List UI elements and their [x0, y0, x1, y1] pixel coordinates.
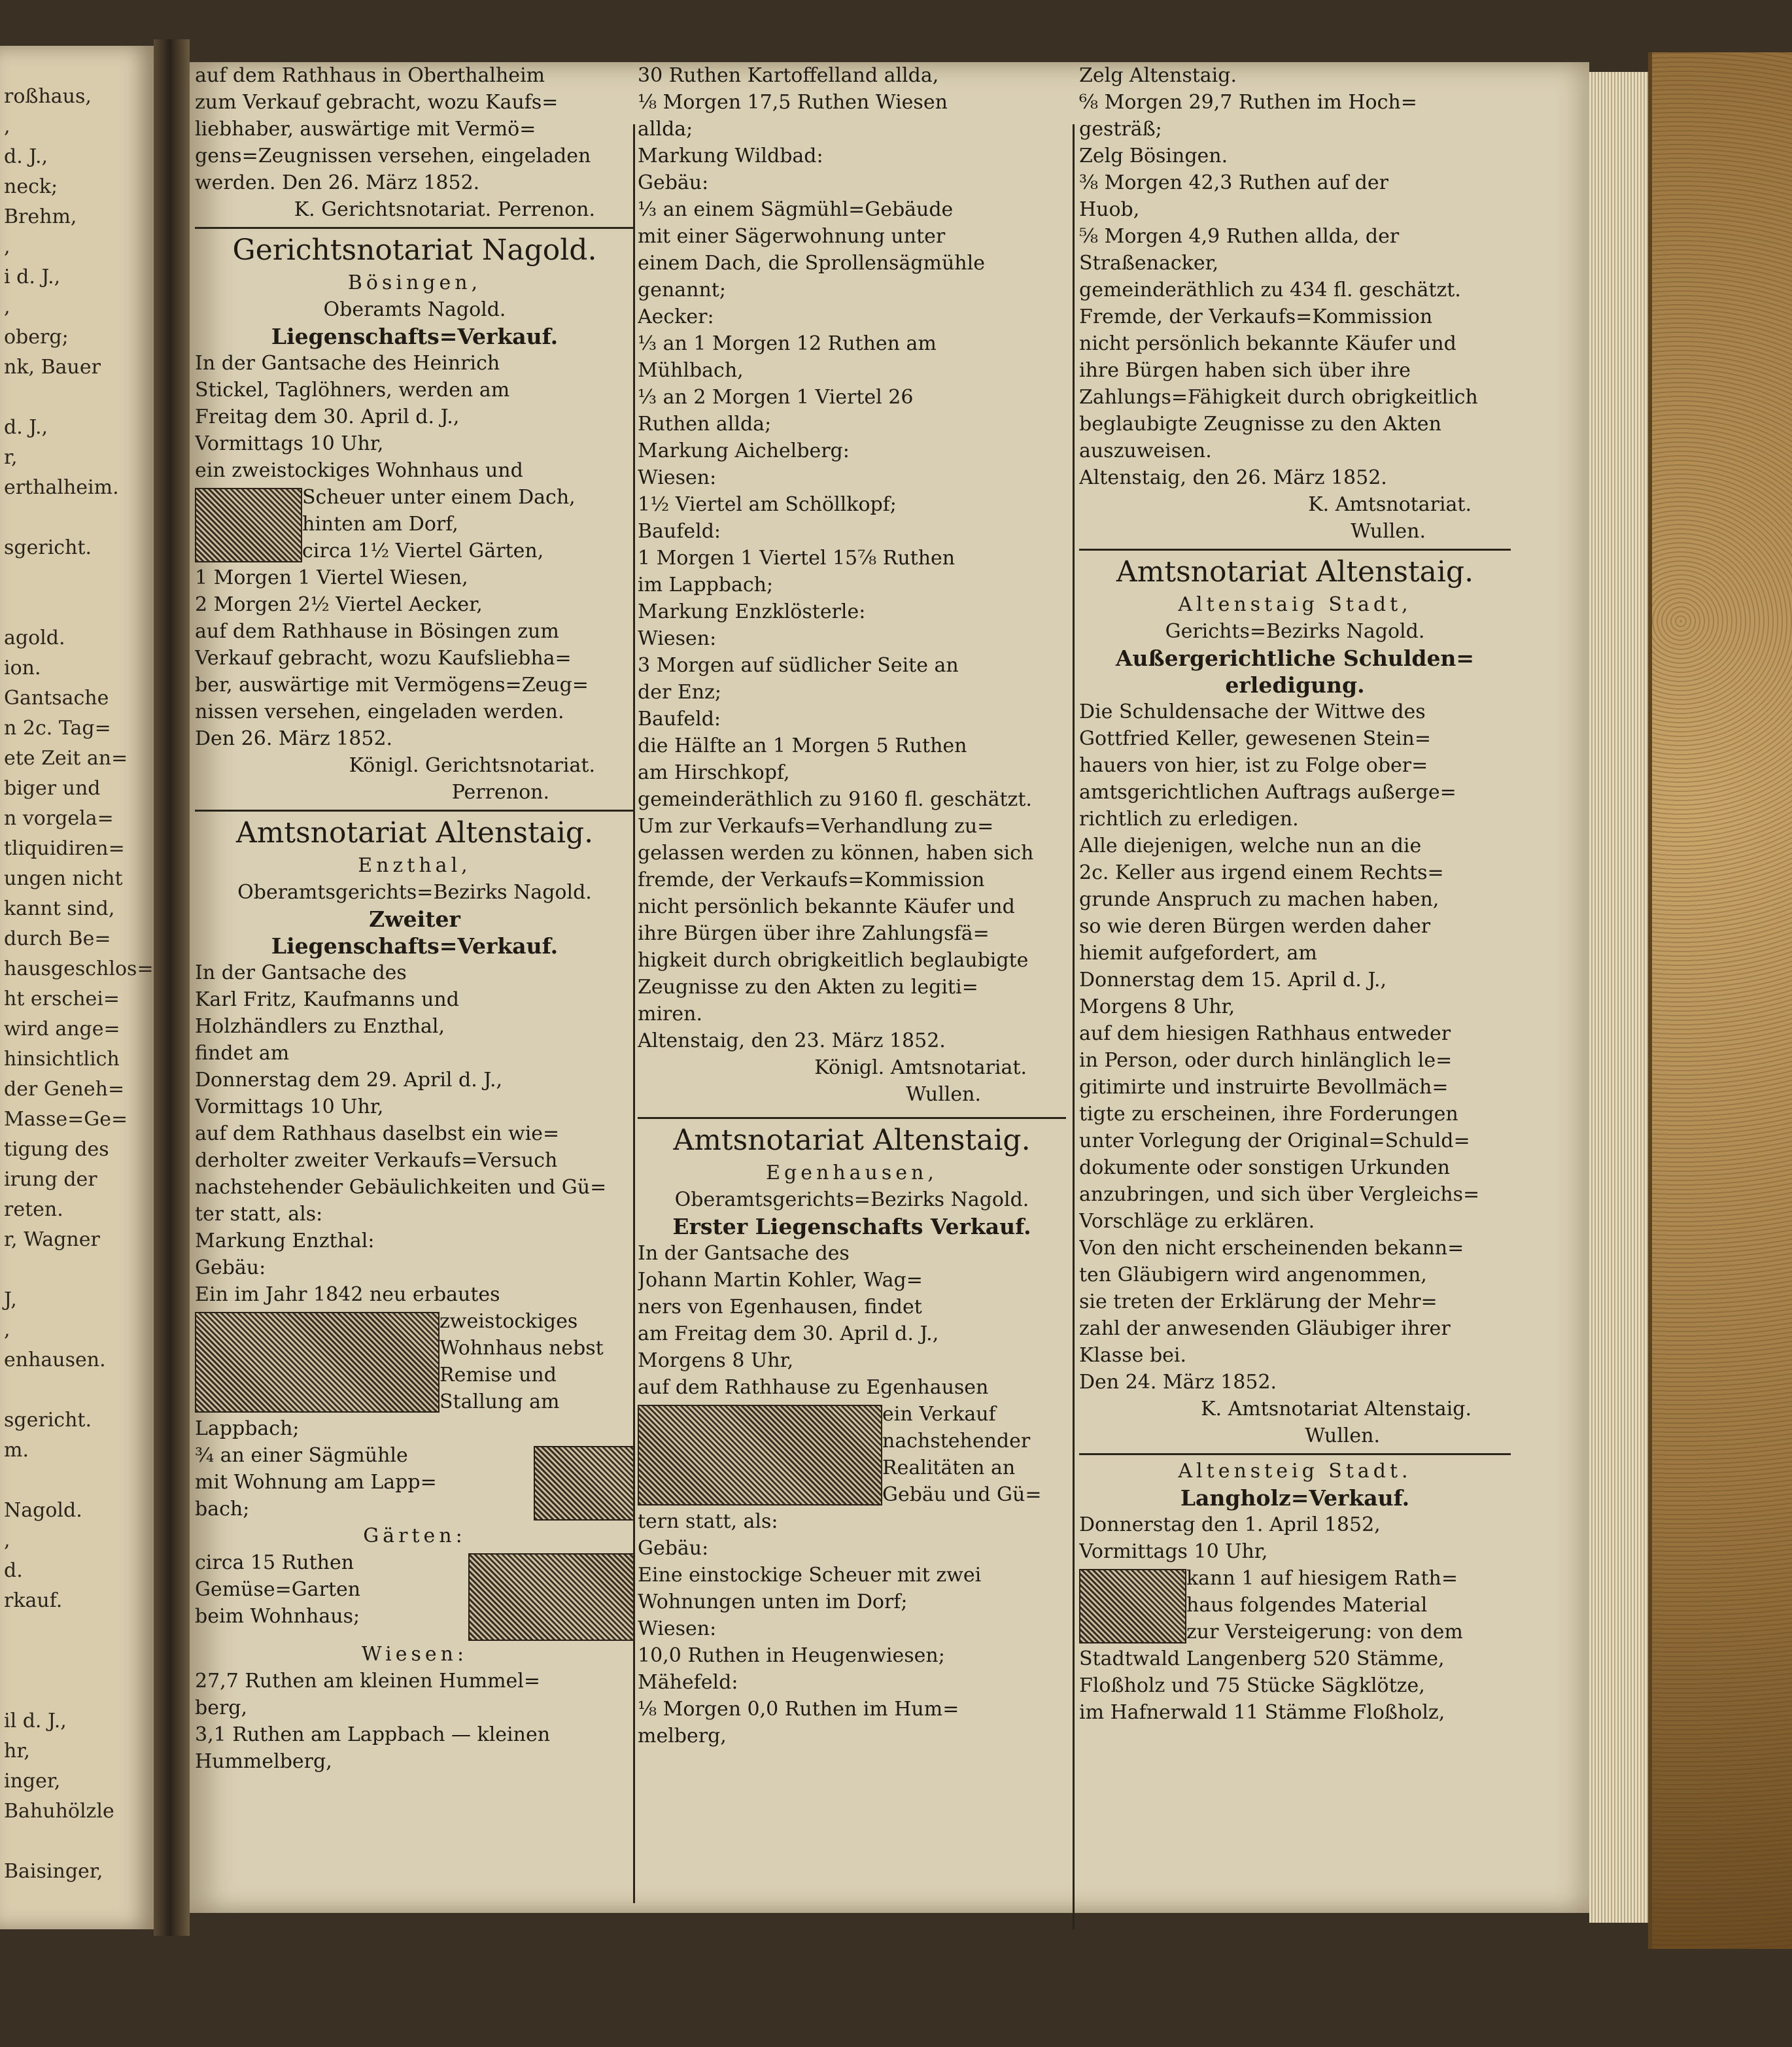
left-page-text-fragment: ,: [4, 1318, 10, 1341]
text-line: Gebäu und Gü=: [882, 1483, 1042, 1506]
text-line: Zelg Altenstaig.: [1079, 64, 1237, 87]
notice-signature: Königl. Gerichtsnotariat.: [349, 754, 595, 777]
section-label: Wiesen:: [361, 1643, 468, 1666]
notice-title: Außergerichtliche Schulden=: [1115, 645, 1475, 671]
text-line: so wie deren Bürgen werden daher: [1079, 915, 1431, 938]
text-line: Verkauf gebracht, wozu Kaufsliebha=: [195, 647, 572, 670]
left-page-text-fragment: enhausen.: [4, 1349, 106, 1371]
text-line: Stallung am: [439, 1390, 560, 1413]
text-line: Donnerstag den 1. April 1852,: [1079, 1513, 1381, 1536]
left-page-text-fragment: d. J.,: [4, 145, 48, 168]
text-line: Zeugnisse zu den Akten zu legiti=: [638, 976, 978, 999]
left-page-text-fragment: Masse=Ge=: [4, 1108, 128, 1131]
left-page-text-fragment: roßhaus,: [4, 85, 92, 108]
text-line: 1 Morgen 1 Viertel 15⅞ Ruthen: [638, 547, 956, 570]
text-line: ber, auswärtige mit Vermögens=Zeug=: [195, 674, 589, 697]
notice-heading: Amtsnotariat Altenstaig.: [1116, 555, 1474, 589]
text-line: nachstehender Gebäulichkeiten und Gü=: [195, 1176, 607, 1199]
text-line: Den 26. März 1852.: [195, 727, 393, 750]
text-line: Klasse bei.: [1079, 1344, 1187, 1367]
text-line: dokumente oder sonstigen Urkunden: [1079, 1156, 1450, 1179]
left-page-text-fragment: tliquidiren=: [4, 837, 125, 860]
left-page-text-fragment: hinsichtlich: [4, 1048, 120, 1071]
text-line: Morgens 8 Uhr,: [638, 1349, 794, 1372]
text-line: 10,0 Ruthen in Heugenwiesen;: [638, 1644, 945, 1667]
left-page-text-fragment: hr,: [4, 1740, 30, 1763]
text-line: nicht persönlich bekannte Käufer und: [1079, 332, 1456, 355]
notice-heading: Amtsnotariat Altenstaig.: [235, 816, 594, 850]
notice-heading: Amtsnotariat Altenstaig.: [673, 1124, 1031, 1157]
left-page-text-fragment: ,: [4, 235, 10, 258]
text-line: circa 15 Ruthen: [195, 1551, 354, 1574]
left-page-text-fragment: der Geneh=: [4, 1078, 125, 1101]
notice-signature: K. Amtsnotariat Altenstaig.: [1201, 1398, 1472, 1420]
left-page-text-fragment: ungen nicht: [4, 867, 123, 890]
text-line: Altenstaig, den 23. März 1852.: [638, 1029, 946, 1052]
left-page-text-fragment: n 2c. Tag=: [4, 717, 111, 740]
notice-place: Altenstaig Stadt,: [1178, 593, 1412, 616]
text-line: gesträß;: [1079, 118, 1162, 141]
text-line: Vormittags 10 Uhr,: [195, 1095, 384, 1118]
notice-signature-name: Wullen.: [906, 1083, 981, 1106]
text-line: miren.: [638, 1003, 702, 1025]
left-page-text-fragment: Nagold.: [4, 1499, 82, 1522]
text-line: Stadtwald Langenberg 520 Stämme,: [1079, 1647, 1445, 1670]
text-line: tigte zu erscheinen, ihre Forderungen: [1079, 1103, 1458, 1126]
text-line: mit einer Sägerwohnung unter: [638, 225, 946, 248]
notice-title: erledigung.: [1225, 672, 1365, 698]
left-page-text-fragment: erthalheim.: [4, 476, 119, 499]
text-line: gemeinderäthlich zu 9160 fl. geschätzt.: [638, 788, 1032, 811]
text-line: 2 Morgen 2½ Viertel Aecker,: [195, 593, 483, 616]
text-line: ⅛ Morgen 0,0 Ruthen im Hum=: [638, 1698, 959, 1721]
text-line: ⅓ an einem Sägmühl=Gebäude: [638, 198, 954, 221]
left-page-text-fragment: wird ange=: [4, 1018, 120, 1041]
text-line: im Hafnerwald 11 Stämme Floßholz,: [1079, 1701, 1445, 1724]
text-line: Vormittags 10 Uhr,: [195, 432, 384, 455]
text-line: Baufeld:: [638, 520, 721, 543]
text-line: Gemüse=Garten: [195, 1578, 361, 1601]
text-line: hauers von hier, ist zu Folge ober=: [1079, 754, 1428, 777]
text-line: Stickel, Taglöhners, werden am: [195, 379, 510, 402]
notice-title: Liegenschafts=Verkauf.: [271, 933, 559, 959]
text-line: Fremde, der Verkaufs=Kommission: [1079, 305, 1433, 328]
notice-title: Langholz=Verkauf.: [1180, 1485, 1410, 1511]
text-line: Remise und: [439, 1364, 557, 1386]
left-page-text-fragment: ,: [4, 115, 10, 138]
text-line: auf dem Rathhaus daselbst ein wie=: [195, 1122, 560, 1145]
text-line: richtlich zu erledigen.: [1079, 808, 1299, 831]
house-woodcut-illustration: [195, 1312, 439, 1413]
text-line: derholter zweiter Verkaufs=Versuch: [195, 1149, 558, 1172]
garden-woodcut-illustration: [468, 1553, 634, 1641]
notice-district: Oberamts Nagold.: [323, 298, 506, 321]
text-line: einem Dach, die Sprollensägmühle: [638, 252, 985, 275]
text-line: auf dem Rathhause zu Egenhausen: [638, 1376, 989, 1399]
section-label: Gärten:: [363, 1524, 466, 1547]
left-page-text-fragment: Gantsache: [4, 687, 109, 710]
notice-place: Bösingen,: [347, 271, 482, 294]
text-line: Donnerstag dem 29. April d. J.,: [195, 1069, 503, 1092]
text-line: ⁶⁄₈ Morgen 29,7 Ruthen im Hoch=: [1079, 91, 1417, 114]
house-woodcut-illustration: [195, 488, 302, 562]
text-line: Baufeld:: [638, 708, 721, 731]
text-line: Von den nicht erscheinenden bekann=: [1079, 1237, 1464, 1260]
text-line: Markung Enzthal:: [195, 1230, 375, 1252]
text-line: auf dem Rathhaus in Oberthalheim: [195, 64, 545, 87]
text-line: gemeinderäthlich zu 434 fl. geschätzt.: [1079, 279, 1461, 301]
text-line: ter statt, als:: [195, 1203, 323, 1226]
text-line: Vorschläge zu erklären.: [1079, 1210, 1315, 1233]
left-page-text-fragment: reten.: [4, 1198, 63, 1221]
notice-signature: K. Amtsnotariat.: [1308, 493, 1472, 516]
text-line: Straßenacker,: [1079, 252, 1219, 275]
left-page-text-fragment: d. J.,: [4, 416, 48, 439]
text-line: 1 Morgen 1 Viertel Wiesen,: [195, 566, 468, 589]
text-line: ihre Bürgen haben sich über ihre: [1079, 359, 1411, 382]
left-page-text-fragment: rkauf.: [4, 1589, 63, 1612]
text-line: zum Verkauf gebracht, wozu Kaufs=: [195, 91, 559, 114]
text-line: sie treten der Erklärung der Mehr=: [1079, 1290, 1438, 1313]
text-line: ein zweistockiges Wohnhaus und: [195, 459, 523, 482]
left-page: [0, 46, 154, 1929]
left-page-text-fragment: biger und: [4, 777, 101, 800]
text-line: 3 Morgen auf südlicher Seite an: [638, 654, 959, 677]
text-line: Donnerstag dem 15. April d. J.,: [1079, 969, 1387, 991]
text-line: Gebäu:: [638, 171, 709, 194]
text-line: Wohnhaus nebst: [439, 1337, 604, 1360]
text-line: beglaubigte Zeugnisse zu den Akten: [1079, 413, 1441, 436]
text-line: Realitäten an: [882, 1456, 1016, 1479]
text-line: Mähefeld:: [638, 1671, 738, 1694]
text-line: liebhaber, auswärtige mit Vermö=: [195, 118, 536, 141]
text-line: ⅓ an 1 Morgen 12 Ruthen am: [638, 332, 937, 355]
text-line: hiemit aufgefordert, am: [1079, 942, 1317, 965]
text-line: Ruthen allda;: [638, 413, 772, 436]
left-page-text-fragment: r, Wagner: [4, 1228, 100, 1251]
left-page-text-fragment: oberg;: [4, 326, 69, 349]
text-line: In der Gantsache des: [195, 961, 407, 984]
left-page-text-fragment: agold.: [4, 627, 65, 649]
text-line: amtsgerichtlichen Auftrags außerge=: [1079, 781, 1456, 804]
left-page-text-fragment: J,: [4, 1288, 17, 1311]
left-page-text-fragment: d.: [4, 1559, 23, 1582]
text-line: Holzhändlers zu Enzthal,: [195, 1015, 445, 1038]
sawmill-woodcut-illustration: [534, 1446, 634, 1521]
left-page-text-fragment: il d. J.,: [4, 1710, 67, 1732]
text-line: die Hälfte an 1 Morgen 5 Ruthen: [638, 734, 967, 757]
text-line: melberg,: [638, 1725, 727, 1747]
text-line: Markung Aichelberg:: [638, 439, 850, 462]
text-line: werden. Den 26. März 1852.: [195, 171, 480, 194]
page-edges: [1589, 72, 1648, 1923]
notice-divider: [195, 810, 634, 812]
text-line: unter Vorlegung der Original=Schuld=: [1079, 1129, 1470, 1152]
text-line: ihre Bürgen über ihre Zahlungsfä=: [638, 922, 990, 945]
text-line: ners von Egenhausen, findet: [638, 1296, 922, 1318]
left-page-text-fragment: ion.: [4, 657, 41, 679]
text-line: am Hirschkopf,: [638, 761, 790, 784]
text-line: bach;: [195, 1498, 250, 1521]
notice-signature: Königl. Amtsnotariat.: [814, 1056, 1027, 1079]
text-line: Alle diejenigen, welche nun an die: [1079, 834, 1422, 857]
text-line: Scheuer unter einem Dach,: [302, 486, 576, 509]
text-line: Lappbach;: [195, 1417, 300, 1440]
text-line: 2c. Keller aus irgend einem Rechts=: [1079, 861, 1444, 884]
left-page-text-fragment: sgericht.: [4, 1409, 92, 1432]
text-line: ⅛ Morgen 17,5 Ruthen Wiesen: [638, 91, 948, 114]
notice-heading: Gerichtsnotariat Nagold.: [232, 233, 597, 267]
left-page-text-fragment: Baisinger,: [4, 1860, 103, 1883]
text-line: der Enz;: [638, 681, 721, 704]
left-page-text-fragment: hausgeschlos=: [4, 957, 154, 980]
text-line: allda;: [638, 118, 693, 141]
notice-title: Zweiter: [369, 906, 460, 932]
notice-district: Gerichts=Bezirks Nagold.: [1165, 620, 1425, 643]
text-line: Altenstaig, den 26. März 1852.: [1079, 466, 1387, 489]
notice-divider: [1079, 1453, 1511, 1455]
book-cover: [1648, 52, 1792, 1949]
column-3: [1079, 62, 1511, 2027]
text-line: Morgens 8 Uhr,: [1079, 995, 1235, 1018]
text-line: Gebäu:: [638, 1537, 709, 1560]
text-line: Gebäu:: [195, 1256, 266, 1279]
text-line: in Person, oder durch hinlänglich le=: [1079, 1049, 1453, 1072]
text-line: ¾ an einer Sägmühle: [195, 1444, 408, 1467]
woodcutter-woodcut-illustration: [1079, 1569, 1186, 1643]
text-line: Ein im Jahr 1842 neu erbautes: [195, 1283, 500, 1306]
text-line: Wiesen:: [638, 466, 717, 489]
column-2: [638, 62, 1066, 2027]
notice-title: Erster Liegenschafts Verkauf.: [672, 1214, 1031, 1239]
notice-signature: K. Gerichtsnotariat. Perrenon.: [294, 198, 595, 221]
text-line: zahl der anwesenden Gläubiger ihrer: [1079, 1317, 1451, 1340]
text-line: hinten am Dorf,: [302, 513, 458, 536]
text-line: fremde, der Verkaufs=Kommission: [638, 869, 985, 891]
text-line: In der Gantsache des: [638, 1242, 850, 1265]
text-line: zur Versteigerung: von dem: [1186, 1621, 1463, 1643]
left-page-text-fragment: ht erschei=: [4, 988, 120, 1010]
text-line: Floßholz und 75 Stücke Sägklötze,: [1079, 1674, 1425, 1697]
text-line: Aecker:: [638, 305, 714, 328]
text-line: gens=Zeugnissen versehen, eingeladen: [195, 145, 591, 167]
text-line: im Lappbach;: [638, 574, 774, 596]
text-line: gelassen werden zu können, haben sich: [638, 842, 1034, 865]
text-line: Die Schuldensache der Wittwe des: [1079, 700, 1426, 723]
text-line: Um zur Verkaufs=Verhandlung zu=: [638, 815, 994, 838]
text-line: Mühlbach,: [638, 359, 744, 382]
left-page-text-fragment: r,: [4, 446, 18, 469]
text-line: 3,1 Ruthen am Lappbach — kleinen: [195, 1723, 551, 1746]
text-line: Markung Wildbad:: [638, 145, 823, 167]
text-line: Den 24. März 1852.: [1079, 1371, 1277, 1394]
text-line: ein Verkauf: [882, 1403, 996, 1426]
notice-place: Enzthal,: [358, 854, 472, 877]
left-page-text-fragment: nk, Bauer: [4, 356, 101, 379]
book-gutter: [154, 39, 190, 1936]
text-line: grunde Anspruch zu machen haben,: [1079, 888, 1439, 911]
notice-divider: [638, 1117, 1066, 1119]
text-line: higkeit durch obrigkeitlich beglaubigte: [638, 949, 1029, 972]
text-line: circa 1½ Viertel Gärten,: [302, 540, 544, 562]
text-line: Karl Fritz, Kaufmanns und: [195, 988, 459, 1011]
left-page-text-fragment: ,: [4, 296, 10, 318]
notice-divider: [1079, 549, 1511, 551]
text-line: beim Wohnhaus;: [195, 1605, 360, 1628]
text-line: Huob,: [1079, 198, 1140, 221]
text-line: nissen versehen, eingeladen werden.: [195, 700, 564, 723]
notice-signature-name: Wullen.: [1305, 1424, 1380, 1447]
text-line: haus folgendes Material: [1186, 1594, 1428, 1617]
left-page-text-fragment: irung der: [4, 1168, 97, 1191]
left-page-text-fragment: durch Be=: [4, 927, 111, 950]
left-page-text-fragment: i d. J.,: [4, 266, 61, 288]
text-line: berg,: [195, 1696, 248, 1719]
left-page-text-fragment: n vorgela=: [4, 807, 114, 830]
notice-title: Liegenschafts=Verkauf.: [271, 324, 559, 349]
text-line: zweistockiges: [439, 1310, 578, 1333]
left-page-text-fragment: neck;: [4, 175, 58, 198]
text-line: Wiesen:: [638, 1617, 717, 1640]
left-page-text-fragment: inger,: [4, 1770, 61, 1793]
text-line: 30 Ruthen Kartoffelland allda,: [638, 64, 939, 87]
text-line: genannt;: [638, 279, 726, 301]
left-page-text-fragment: kannt sind,: [4, 897, 115, 920]
left-page-text-fragment: Brehm,: [4, 205, 77, 228]
left-page-text-fragment: ,: [4, 1529, 10, 1552]
notice-district: Oberamtsgerichts=Bezirks Nagold.: [674, 1188, 1029, 1211]
text-line: 1½ Viertel am Schöllkopf;: [638, 493, 897, 516]
text-line: Johann Martin Kohler, Wag=: [638, 1269, 923, 1292]
text-line: Zahlungs=Fähigkeit durch obrigkeitlich: [1079, 386, 1478, 409]
text-line: auszuweisen.: [1079, 439, 1212, 462]
text-line: gitimirte und instruirte Bevollmäch=: [1079, 1076, 1449, 1099]
text-line: Zelg Bösingen.: [1079, 145, 1228, 167]
text-line: nicht persönlich bekannte Käufer und: [638, 895, 1015, 918]
text-line: mit Wohnung am Lapp=: [195, 1471, 437, 1494]
text-line: tern statt, als:: [638, 1510, 778, 1533]
text-line: Markung Enzklösterle:: [638, 600, 866, 623]
text-line: am Freitag dem 30. April d. J.,: [638, 1322, 939, 1345]
text-line: kann 1 auf hiesigem Rath=: [1186, 1567, 1458, 1590]
text-line: In der Gantsache des Heinrich: [195, 352, 500, 375]
left-page-text-fragment: m.: [4, 1439, 29, 1462]
text-line: Wohnungen unten im Dorf;: [638, 1591, 908, 1613]
text-line: findet am: [195, 1042, 290, 1065]
left-page-text-fragment: tigung des: [4, 1138, 109, 1161]
left-page-text-fragment: ete Zeit an=: [4, 747, 128, 770]
notice-place: Egenhausen,: [766, 1161, 938, 1184]
notice-district: Oberamtsgerichts=Bezirks Nagold.: [237, 881, 592, 904]
text-line: ⁵⁄₈ Morgen 4,9 Ruthen allda, der: [1079, 225, 1400, 248]
text-line: Eine einstockige Scheuer mit zwei: [638, 1564, 982, 1587]
text-line: auf dem Rathhause in Bösingen zum: [195, 620, 559, 643]
left-page-text-fragment: sgericht.: [4, 536, 92, 559]
text-line: Vormittags 10 Uhr,: [1079, 1540, 1268, 1563]
notice-signature-name: Wullen.: [1351, 520, 1426, 543]
column-1: [195, 62, 634, 2027]
left-page-text-fragment: Bahuhölzle: [4, 1800, 114, 1823]
text-line: Hummelberg,: [195, 1750, 332, 1773]
text-line: Gottfried Keller, gewesenen Stein=: [1079, 727, 1431, 750]
text-line: Wiesen:: [638, 627, 717, 650]
text-line: ten Gläubigern wird angenommen,: [1079, 1264, 1427, 1286]
notice-signature-name: Perrenon.: [451, 781, 549, 804]
text-line: Freitag dem 30. April d. J.,: [195, 405, 460, 428]
notice-divider: [195, 227, 634, 229]
farm-woodcut-illustration: [638, 1405, 882, 1505]
text-line: auf dem hiesigen Rathhaus entweder: [1079, 1022, 1451, 1045]
text-line: ³⁄₈ Morgen 42,3 Ruthen auf der: [1079, 171, 1388, 194]
text-line: ⅓ an 2 Morgen 1 Viertel 26: [638, 386, 914, 409]
column-rule-2: [1073, 124, 1075, 1929]
text-line: nachstehender: [882, 1430, 1031, 1453]
text-line: anzubringen, und sich über Vergleichs=: [1079, 1183, 1480, 1206]
text-line: 27,7 Ruthen am kleinen Hummel=: [195, 1670, 541, 1693]
notice-place: Altensteig Stadt.: [1178, 1460, 1412, 1483]
